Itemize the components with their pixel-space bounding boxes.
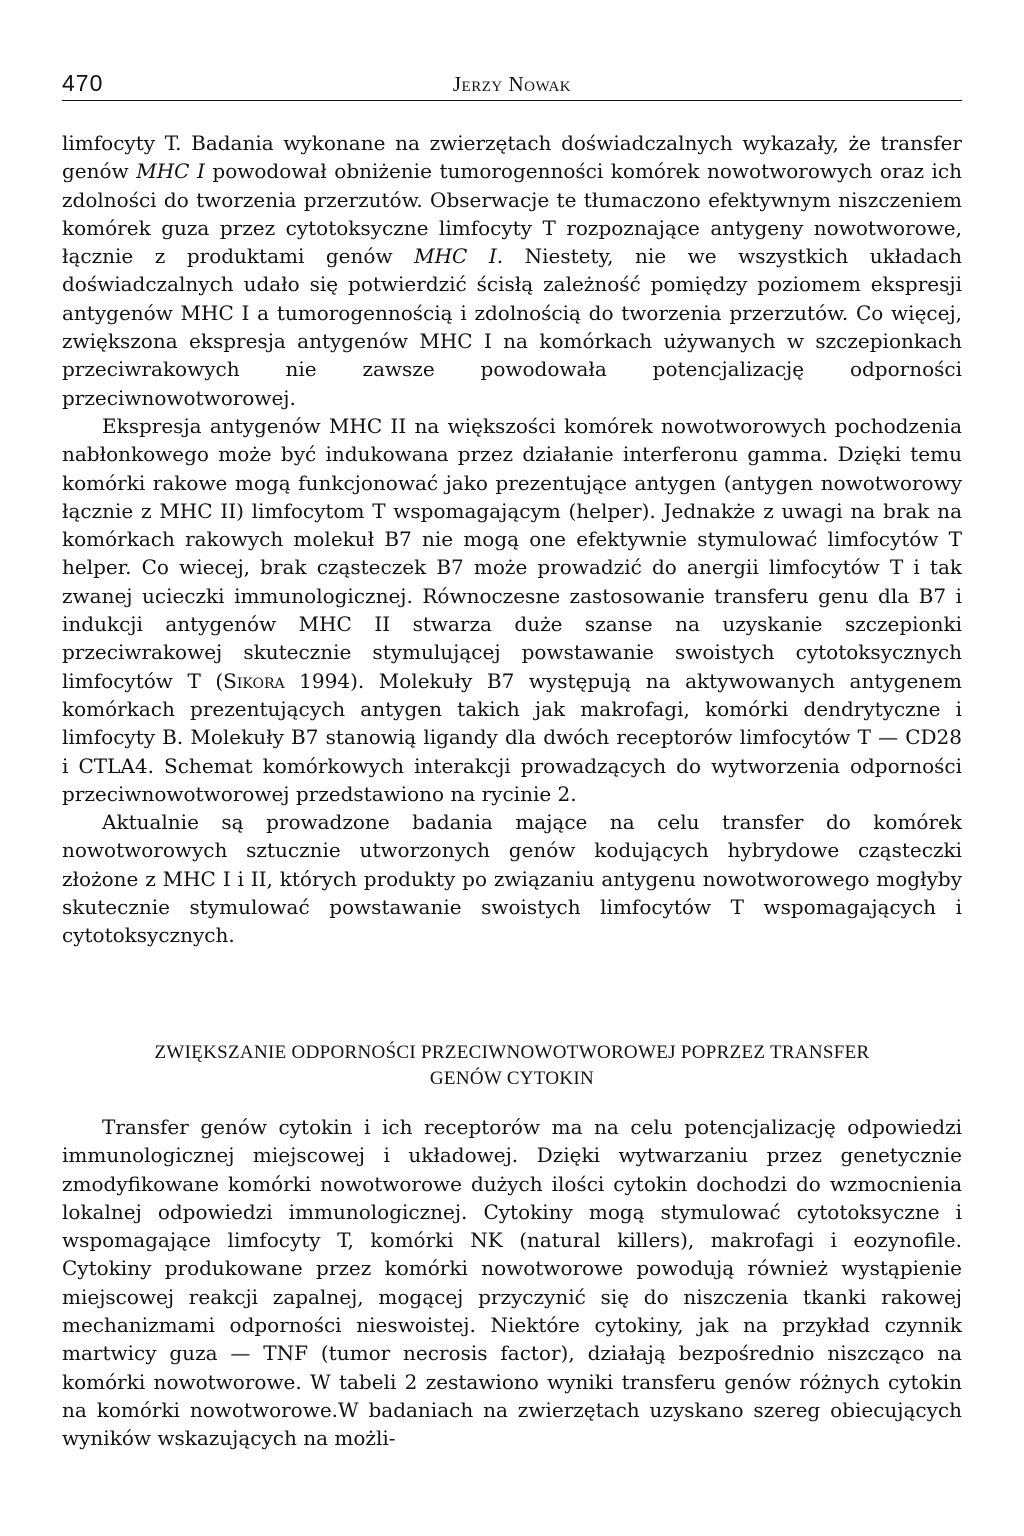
paragraph-1-em-b: MHC I. [414, 244, 504, 269]
citation-author: Sikora [223, 668, 285, 693]
paragraph-1-text-c: Niestety, nie we wszystkich układach doświadczalnych udało się potwierdzić ścisłą zależność pomiędzy poziomem ekspresji antygenów MHC I a tumorogennością i zdolnością do tworzenia przerzutów. Co więcej, zwiększona ekspresja antygenów MHC I na komórkach używanych w szczepionkach przeciwrakowych nie zawsze powodowała potencjalizację odporności przeciwnowotworowej. [62, 244, 962, 410]
page-number: 470 [62, 70, 104, 96]
running-head-author: Jerzy Nowak [452, 72, 572, 96]
section-heading [62, 1040, 962, 1092]
section-heading-line-2: GENÓW CYTOKIN [429, 1068, 595, 1089]
header-rule [62, 100, 962, 101]
paragraph-1-text-b: powodował obniżenie tumorogenności komórek nowotworowych oraz ich zdolności do tworzenia przerzutów. Obserwacje te tłumaczono efektywnym niszczeniem komórek guza przez cytotoksyczne limfocyty T rozpoznające antygeny nowotworowe, łącznie z produktami genów [62, 159, 962, 269]
paragraph-1-text-a: limfocyty T. Badania wykonane na zwierzętach doświadczalnych wykazały, że transfer genów [62, 131, 962, 184]
main-text [62, 129, 962, 950]
paragraph-1-em-a: MHC I [136, 159, 205, 184]
page-header [62, 70, 962, 100]
section-heading-line-1: ZWIĘKSZANIE ODPORNOŚCI PRZECIWNOWOTWOROWEJ POPRZEZ TRANSFER [154, 1042, 870, 1063]
paragraph-2-text-b: 1994). Molekuły B7 występują na aktywowanych antygenem komórkach prezentujących antygen takich jak makrofagi, komórki dendrytyczne i limfocyty B. Molekuły B7 stanowią ligandy dla dwóch receptorów limfocytów T — CD28 i CTLA4. Schemat komórkowych interakcji prowadzących do wytworzenia odporności przeciwnowotworowej przedstawiono na rycinie 2. [62, 668, 962, 806]
paragraph-3: Aktualnie są prowadzone badania mające na celu transfer do komórek nowotworowych sztucznie utworzonych genów kodujących hybrydowe cząsteczki złożone z MHC I i II, których produkty po związaniu antygenu nowotworowego mogłyby skutecznie stymulować powstawanie swoistych limfocytów T wspomagających i cytotoksycznych. [62, 810, 962, 948]
paragraph-1 [62, 129, 962, 412]
paragraph-2-text-a: Ekspresja antygenów MHC II na większości komórek nowotworowych pochodzenia nabłonkowego może być indukowana przez działanie interferonu gamma. Dzięki temu komórki rakowe mogą funkcjonować jako prezentujące antygen (antygen nowotworowy łącznie z MHC II) limfocytom T wspomagającym (helper). Jednakże z uwagi na brak na komórkach rakowych molekuł B7 nie mogą one efektywnie stymulować limfocytów T helper. Co wiecej, brak cząsteczek B7 może prowadzić do anergii limfocytów T i tak zwanej ucieczki immunologicznej. Równoczesne zastosowanie transferu genu dla B7 i indukcji antygenów MHC II stwarza duże szanse na uzyskanie szczepionki przeciwrakowej skutecznie stymulującej powstawanie swoistych cytotoksycznych limfocytów T ( [62, 413, 962, 693]
paragraph-2 [62, 412, 962, 808]
paragraph-4: Transfer genów cytokin i ich receptorów ma na celu potencjalizację odpowiedzi immunologicznej miejscowej i układowej. Dzięki wytwarzaniu przez genetycznie zmodyfikowane komórki nowotworowe dużych ilości cytokin dochodzi do wzmocnienia lokalnej odpowiedzi immunologicznej. Cytokiny mogą stymulować cytotoksyczne i wspomagające limfocyty T, komórki NK (natural killers), makrofagi i eozynofile. Cytokiny produkowane przez komórki nowotworowe powodują również wystąpienie miejscowej reakcji zapalnej, mogącej przyczynić się do niszczenia tkanki rakowej mechanizmami odporności nieswoistej. Niektóre cytokiny, jak na przykład czynnik martwicy guza — TNF (tumor necrosis factor), działają bezpośrednio niszcząco na komórki nowotworowe. W tabeli 2 zestawiono wyniki transferu genów różnych cytokin na komórki nowotworowe.W badaniach na zwierzętach uzyskano szereg obiecujących wyników wskazujących na możli- [62, 1115, 962, 1451]
section-text [62, 1113, 962, 1453]
